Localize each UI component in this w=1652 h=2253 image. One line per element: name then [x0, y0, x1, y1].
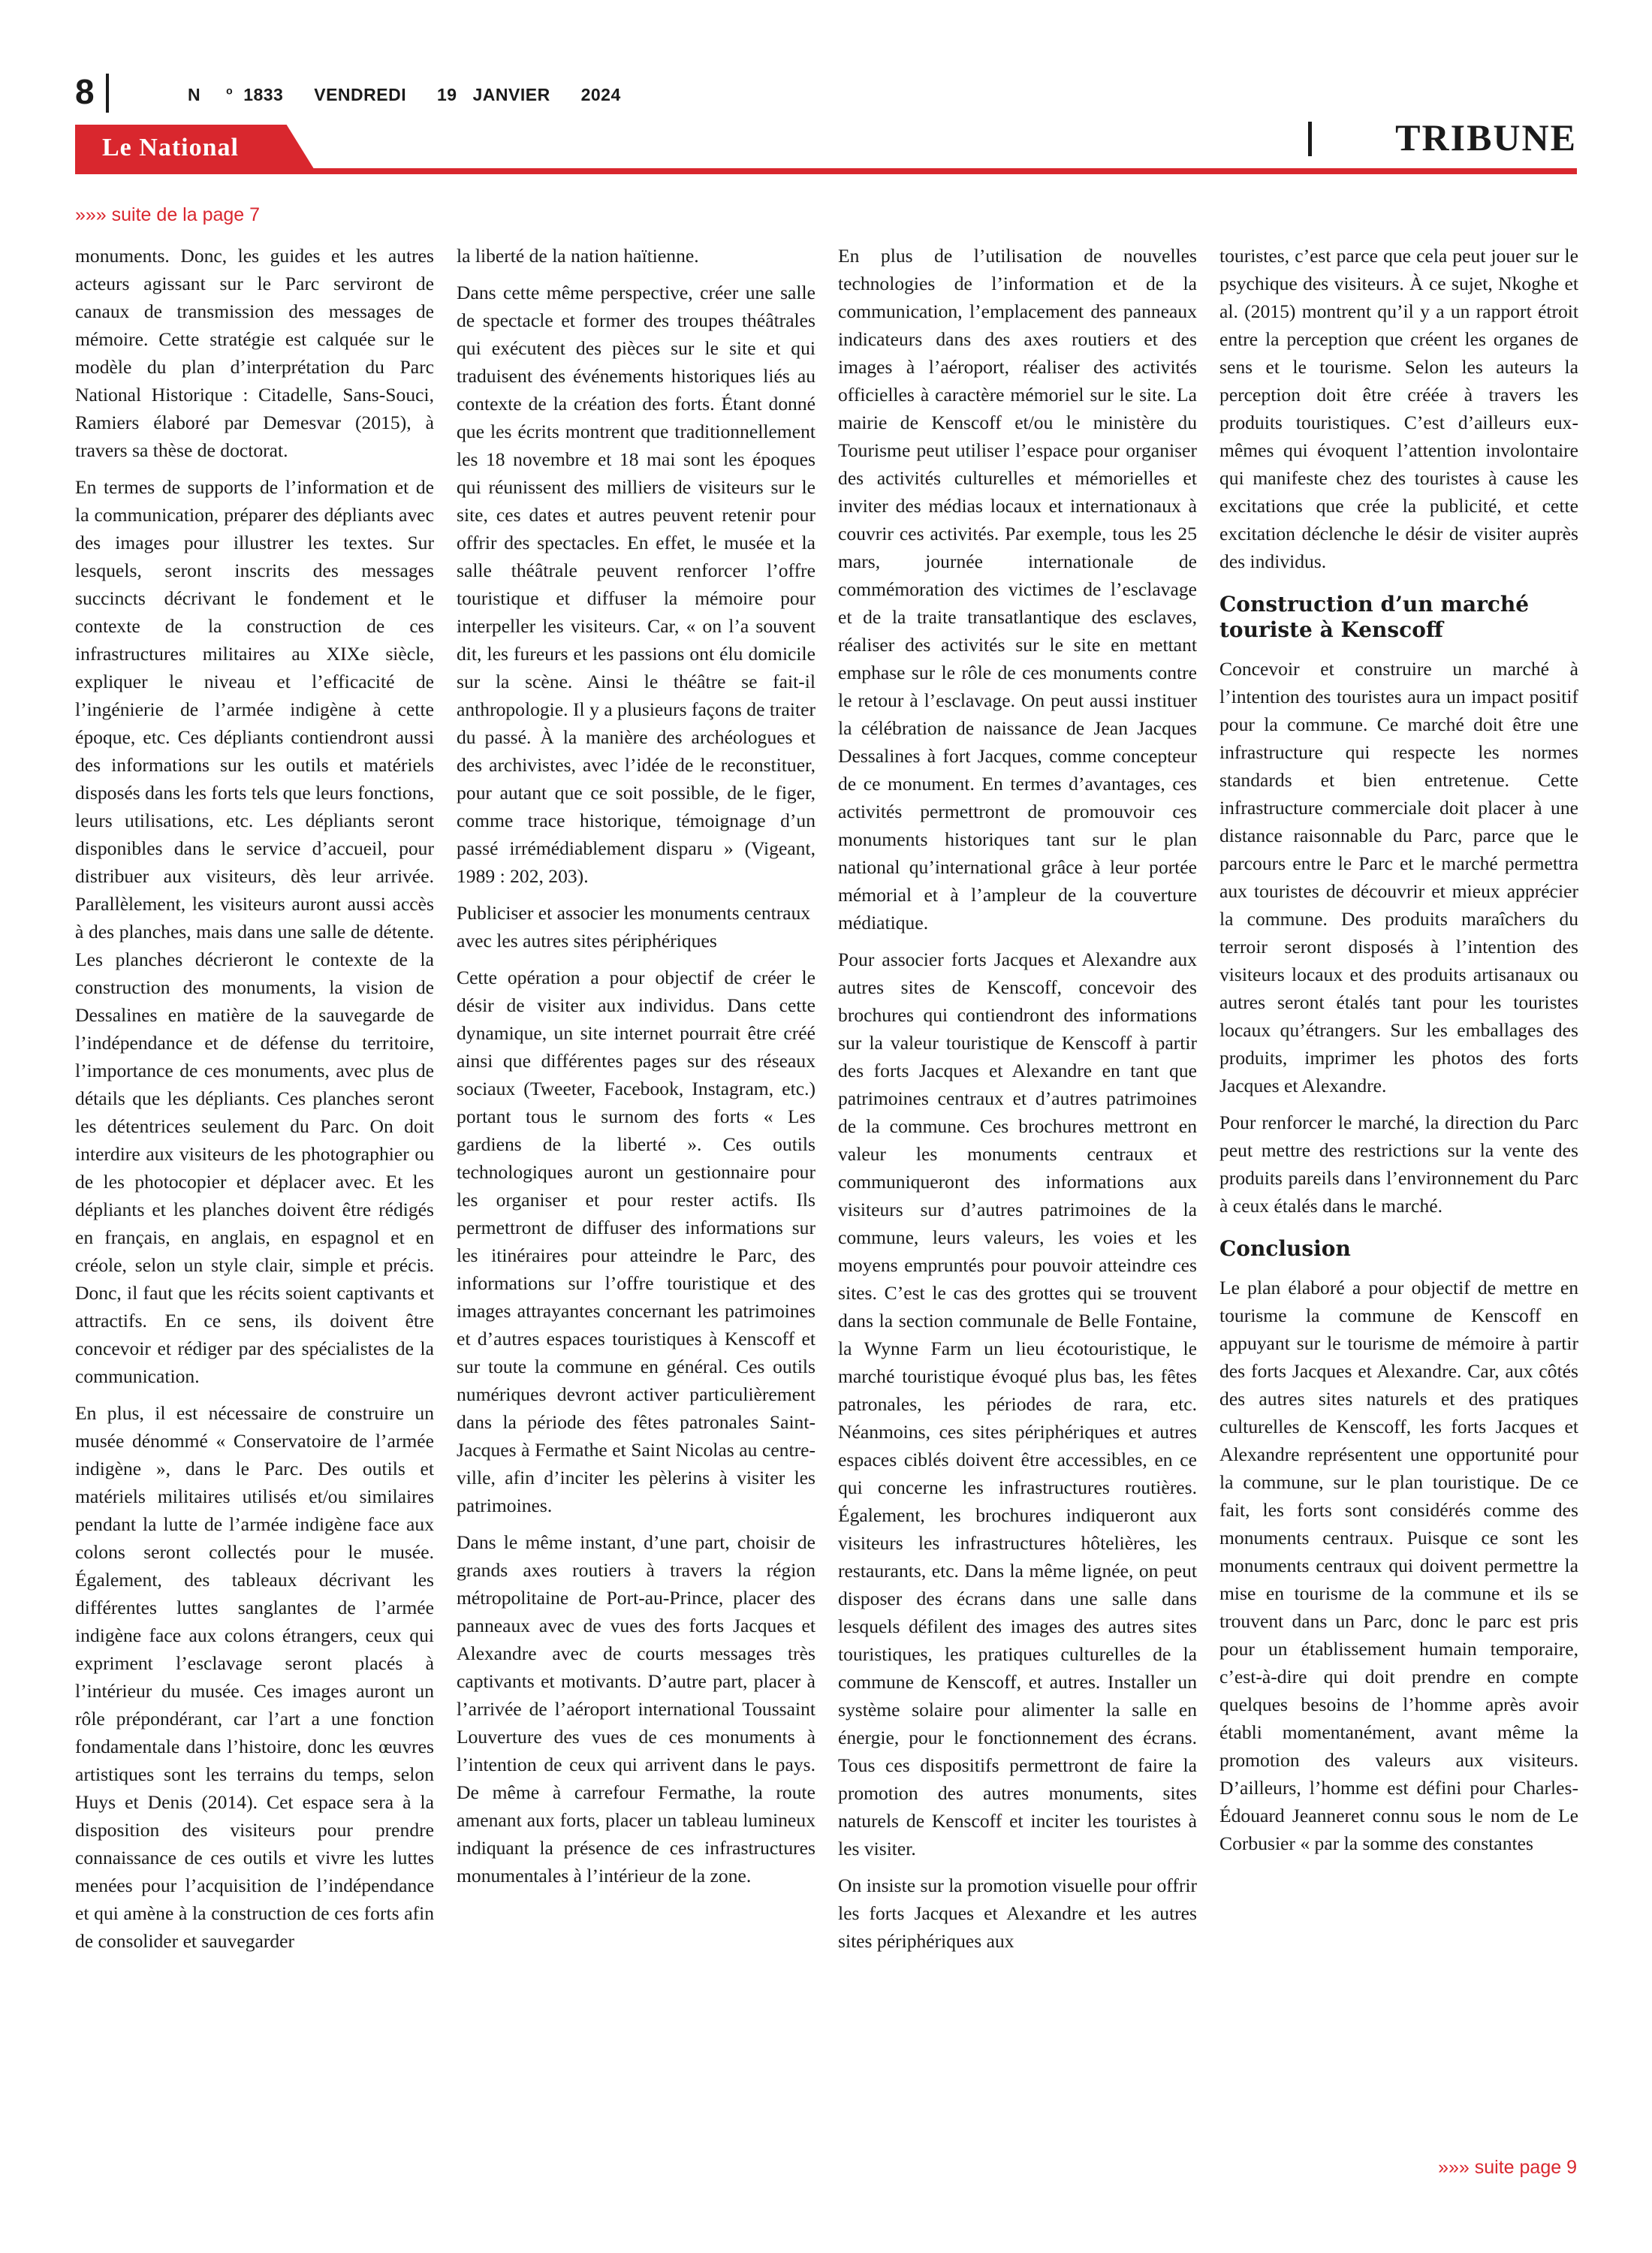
masthead-rule	[75, 168, 1577, 174]
continued-from-link: »»» suite de la page 7	[75, 204, 261, 225]
issue-prefix-sup: o	[226, 84, 234, 96]
article-column-2	[457, 242, 815, 1899]
paragraph: On insiste sur la promotion visuelle pour offrir les forts Jacques et Alexandre et les autres sites périphériques aux	[838, 1874, 1197, 1952]
paragraph: Dans le même instant, d’une part, choisir de grands axes routiers à travers la région métropolitaine de Port-au-Prince, placer des panneaux avec de vues des forts Jacques et Alexandre avec de courts messages très captivants et motivants. D’autre part, placer à l’arrivée de l’aéroport international Toussaint Louverture des vues de ces monuments à l’intention de ceux qui arrivent dans le pays. De même à carrefour Fermathe, la route amenant aux forts, placer un tableau lumineux indiquant la présence de ces infrastructures monumentales à l’intérieur de la zone.	[457, 1531, 815, 1887]
article-column-4	[1219, 242, 1578, 1866]
masthead-logo: Le National	[102, 134, 239, 161]
continued-to-link: »»» suite page 9	[1438, 2157, 1577, 2178]
subheading-conclusion: Conclusion	[1219, 1236, 1351, 1261]
paragraph: Concevoir et construire un marché à l’intention des touristes aura un impact positif pour la commune. Ce marché doit être une infrastructure qui respecte les normes standards et bien entretenue. Cette infrastructure commerciale doit placer à une distance raisonnable du Parc, parce que le parcours entre le Parc et le marché permettra aux touristes de découvrir et mieux apprécier la commune. Des produits maraîchers du terroir seront disposés à l’intention des visiteurs locaux et des produits artisanaux ou autres seront étalés tant pour les touristes locaux qu’étrangers. Sur les emballages des produits, imprimer les photos des forts Jacques et Alexandre.	[1219, 658, 1578, 1096]
page-number: 8	[75, 72, 95, 111]
paragraph: touristes, c’est parce que cela peut jouer sur le psychique des visiteurs. À ce sujet, Nkoghe et al. (2015) montrent qu’il y a un rapport étroit entre la perception que créent les organes de sens et le tourisme. Selon les auteurs la perception doit être créée à travers les produits touristiques. C’est d’ailleurs eux-mêmes qui évoquent l’attention involontaire qui manifeste chez des touristes à cause les excitations que crée la publicité, et cette excitation déclenche le désir de visiter auprès des individus.	[1219, 245, 1578, 572]
issue-weekday: VENDREDI	[314, 84, 407, 104]
paragraph: la liberté de la nation haïtienne.	[457, 245, 699, 267]
issue-line	[188, 84, 647, 105]
section-title: TRIBUNE	[1395, 116, 1577, 158]
article-column-1	[75, 242, 434, 1964]
article-column-3	[838, 242, 1197, 1964]
section-divider	[1308, 122, 1312, 156]
paragraph: En plus de l’utilisation de nouvelles technologies de l’information et de la communication, l’emplacement des panneaux indicateurs dans des axes routiers et des images à l’aéroport, réaliser des activités officielles à caractère mémoriel sur le site. La mairie de Kenscoff et/ou le ministère du Tourisme peut utiliser l’espace pour organiser des activités culturelles et mémorielles et inviter des médias locaux et internationaux à couvrir ces activités. Par exemple, tous les 25 mars, journée internationale de commémoration des victimes de l’esclavage et de la traite transatlantique des esclaves, réaliser des activités sur le site en mettant emphase sur le rôle de ces monuments contre le retour à l’esclavage. On peut aussi instituer la célébration de naissance de Jean Jacques Dessalines à fort Jacques, comme concepteur de ce monument. En termes d’avantages, ces activités permettront de promouvoir ces monuments historiques tant sur le plan national qu’international grâce à leur portée mémorial et à l’ampleur de la couverture médiatique.	[838, 245, 1197, 933]
page-number-divider	[106, 74, 109, 113]
paragraph: monuments. Donc, les guides et les autres acteurs agissant sur le Parc serviront de canaux de transmission des messages de mémoire. Cette stratégie est calquée sur le modèle du plan d’interprétation du Parc National Historique : Citadelle, Sans-Souci, Ramiers élaboré par Demesvar (2015), à travers sa thèse de doctorat.	[75, 245, 434, 461]
paragraph: Cette opération a pour objectif de créer le désir de visiter aux individus. Dans cette dynamique, un site internet pourrait être créé ainsi que différentes pages sur des réseaux sociaux (Tweeter, Facebook, Instagram, etc.) portant tous le surnom des forts « Les gardiens de la liberté ». Ces outils technologiques auront un gestionnaire pour les organiser et pour rester actifs. Ils permettront de diffuser des informations sur les itinéraires pour atteindre le Parc, des informations sur l’offre touristique et des images attrayantes concernant les patrimoines et d’autres espaces touristiques à Kenscoff et sur toute la commune en général. Ces outils numériques devront activer particulièrement dans la période des fêtes patronales Saint-Jacques à Fermathe et Saint Nicolas au centre-ville, afin d’inciter les pèlerins à visiter les patrimoines.	[457, 967, 815, 1516]
paragraph: Pour associer forts Jacques et Alexandre aux autres sites de Kenscoff, concevoir des brochures qui contiendront des informations sur la valeur touristique de Kenscoff à partir des forts Jacques et Alexandre en tant que patrimoines centraux et d’autres patrimoines de la commune. Ces brochures mettront en valeur les monuments centraux et communiqueront des informations aux visiteurs sur d’autres patrimoines de la commune, leurs valeurs, les voies et les moyens empruntés pour pouvoir atteindre ces sites. C’est le cas des grottes qui se trouvent dans la section communale de Belle Fontaine, la Wynne Farm un lieu écotouristique, le marché touristique évoqué plus bas, les fêtes patronales, les périodes de rara, etc. Néanmoins, ces sites périphériques et autres espaces ciblés doivent être accessibles, en ce qui concerne les infrastructures routières. Également, les brochures indiqueront aux visiteurs les infrastructures hôtelières, les restaurants, etc. Dans la même lignée, on peut disposer des écrans dans une salle dans lesquels défilent des images des autres sites touristiques, les pratiques culturelles de la commune de Kenscoff, et autres. Installer un système solaire pour alimenter la salle en énergie, pour le fonctionnement des écrans. Tous ces dispositifs permettront de faire la promotion des autres monuments, sites naturels de Kenscoff et inciter les touristes à les visiter.	[838, 949, 1197, 1859]
issue-day: 19	[437, 84, 457, 104]
paragraph: Le plan élaboré a pour objectif de mettre en tourisme la commune de Kenscoff en appuyant sur le tourisme de mémoire à partir des forts Jacques et Alexandre. Car, aux côtés des autres sites naturels et des pratiques culturelles de Kenscoff, les forts Jacques et Alexandre représentent une opportunité pour la commune, sur le plan touristique. De ce fait, les forts sont considérés comme des monuments centraux. Puisque ce sont les monuments centraux qui doivent permettre la mise en tourisme de la commune et ils se trouvent dans un Parc, donc le parc est pris pour un établissement humain temporaire, c’est-à-dire qui doit prendre en compte quelques besoins de l’homme après avoir établi momentanément, avant même la promotion des valeurs aux visiteurs. D’ailleurs, l’homme est défini pour Charles-Édouard Jeanneret connu sous le nom de Le Corbusier « par la somme des constantes	[1219, 1277, 1578, 1854]
paragraph: En termes de supports de l’information et de la communication, préparer des dépliants avec des images pour illustrer les textes. Sur lesquels, seront inscrits des messages succincts décrivant le fondement et le contexte de la construction de ces infrastructures militaires au XIXe siècle, expliquer le niveau et l’efficacité de l’ingénierie de l’armée indigène à cette époque, etc. Ces dépliants contiendront aussi des informations sur les outils et matériels disposés dans les forts tels que leurs fonctions, leurs utilisations, etc. Les dépliants seront disponibles dans le service d’accueil, pour distribuer aux visiteurs, dès leur arrivée. Parallèlement, les visiteurs auront aussi accès à des planches, mais dans une salle de détente. Les planches décrieront le contexte de la construction des monuments, la vision de Dessalines en matière de la sauvegarde de l’indépendance et de défense du territoire, l’importance de ces monuments, avec plus de détails que les dépliants. Ces planches seront les détentrices seulement du Parc. On doit interdire aux visiteurs de les photographier ou de les photocopier et déplacer avec. Et les dépliants et les planches doivent être rédigés en français, en anglais, en espagnol et en créole, selon un style clair, simple et précis. Donc, il faut que les récits soient captivants et attractifs. En ce sens, ils doivent être concevoir et rédiger par des spécialistes de la communication.	[75, 476, 434, 1387]
issue-prefix-letter: N	[188, 84, 201, 104]
paragraph: Dans cette même perspective, créer une salle de spectacle et former des troupes théâtrales qui exécutent des pièces sur le site et qui traduisent des événements historiques liés au contexte de la création des forts. Étant donné que les écrits montrent que traditionnellement les 18 novembre et 18 mai sont les époques qui réunissent des milliers de visiteurs sur le site, ces dates et autres peuvent retenir pour offrir des spectacles. En effet, le musée et la salle théâtrale peuvent renforcer l’offre touristique et diffuser la mémoire pour interpeller les visiteurs. Car, « on l’a souvent dit, les fureurs et les passions ont élu domicile sur la scène. Ainsi le théâtre se fait-il anthropologie. Il y a plusieurs façons de traiter du passé. À la manière des archéologues et des archivistes, avec l’idée de le reconstituer, pour autant que ce soit possible, de le figer, comme trace historique, témoignage d’un passé irrémédiablement disparu » (Vigeant, 1989 : 202, 203).	[457, 282, 815, 887]
subheading-market: Construction d’un marché touriste à Kenscoff	[1219, 592, 1530, 642]
issue-year: 2024	[580, 84, 621, 104]
paragraph: Pour renforcer le marché, la direction du Parc peut mettre des restrictions sur la vente des produits pareils dans l’environnement du Parc à ceux étalés dans le marché.	[1219, 1111, 1578, 1217]
paragraph: Publiciser et associer les monuments centraux avec les autres sites périphériques	[457, 902, 811, 952]
issue-prefix	[188, 85, 233, 104]
paragraph: En plus, il est nécessaire de construire un musée dénommé « Conservatoire de l’armée indigène », dans le Parc. Des outils et matériels militaires utilisés et/ou similaires pendant la lutte de l’armée indigène face aux colons seront collectés pour le musée. Également, des tableaux décrivant les différentes luttes sanglantes de l’armée indigène face aux colons étrangers, ceux qui expriment l’esclavage seront placés à l’intérieur du musée. Ces images auront un rôle prépondérant, car l’art a une fonction fondamentale dans l’histoire, donc les œuvres artistiques sont les terrains du temps, selon Huys et Denis (2014). Cet espace sera à la disposition des visiteurs pour prendre connaissance de ces outils et vivre les luttes menées pour l’acquisition de l’indépendance et qui amène à la construction de ces forts afin de consolider et sauvegarder	[75, 1402, 434, 1952]
issue-number: 1833	[243, 84, 284, 104]
issue-month: JANVIER	[472, 84, 550, 104]
